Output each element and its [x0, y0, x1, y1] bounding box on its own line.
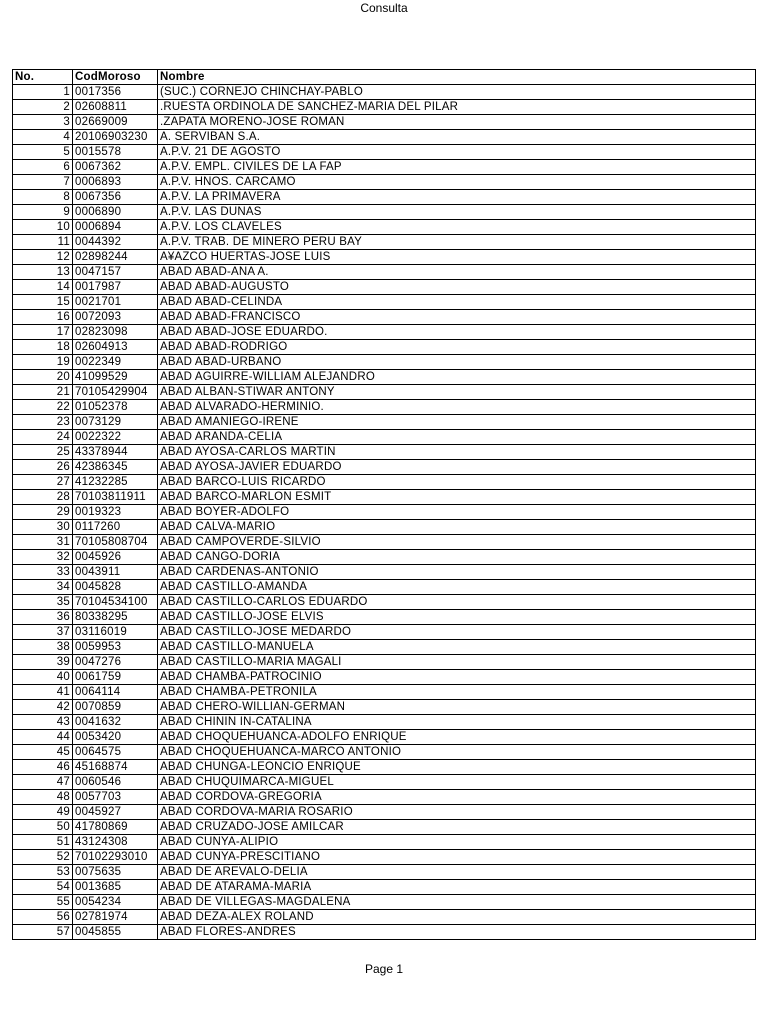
- table-row: [13, 745, 756, 760]
- table-row: [13, 910, 756, 925]
- table-row: [13, 325, 756, 340]
- row-number: 33: [13, 565, 73, 580]
- nombre-cell: ABAD DE VILLEGAS-MAGDALENA: [158, 895, 756, 910]
- row-number: 7: [13, 175, 73, 190]
- cod-moroso-cell: 0059953: [73, 640, 158, 655]
- nombre-cell: ABAD CUNYA-PRESCITIANO: [158, 850, 756, 865]
- row-number: 46: [13, 760, 73, 775]
- row-number: 14: [13, 280, 73, 295]
- cod-moroso-cell: 0117260: [73, 520, 158, 535]
- cod-moroso-cell: 02604913: [73, 340, 158, 355]
- cod-moroso-cell: 43124308: [73, 835, 158, 850]
- table-row: [13, 925, 756, 940]
- row-number: 15: [13, 295, 73, 310]
- cod-moroso-cell: 02669009: [73, 115, 158, 130]
- row-number: 37: [13, 625, 73, 640]
- nombre-cell: ABAD ABAD-JOSE EDUARDO.: [158, 325, 756, 340]
- table-row: [13, 265, 756, 280]
- cod-moroso-cell: 70103811911: [73, 490, 158, 505]
- nombre-cell: ABAD ABAD-URBANO: [158, 355, 756, 370]
- nombre-cell: ABAD CASTILLO-CARLOS EDUARDO: [158, 595, 756, 610]
- table-row: [13, 610, 756, 625]
- table-row: [13, 280, 756, 295]
- cod-moroso-cell: 70104534100: [73, 595, 158, 610]
- row-number: 16: [13, 310, 73, 325]
- table-row: [13, 820, 756, 835]
- row-number: 45: [13, 745, 73, 760]
- nombre-cell: A.P.V. LA PRIMAVERA: [158, 190, 756, 205]
- nombre-cell: ABAD CORDOVA-GREGORIA: [158, 790, 756, 805]
- table-row: [13, 550, 756, 565]
- nombre-cell: A.P.V. TRAB. DE MINERO PERU BAY: [158, 235, 756, 250]
- nombre-cell: ABAD CUNYA-ALIPIO: [158, 835, 756, 850]
- cod-moroso-cell: 0017987: [73, 280, 158, 295]
- table-row: [13, 625, 756, 640]
- row-number: 26: [13, 460, 73, 475]
- nombre-cell: A.P.V. LAS DUNAS: [158, 205, 756, 220]
- cod-moroso-cell: 0044392: [73, 235, 158, 250]
- nombre-cell: ABAD BARCO-MARLON ESMIT: [158, 490, 756, 505]
- cod-moroso-cell: 02898244: [73, 250, 158, 265]
- nombre-cell: ABAD ALVARADO-HERMINIO.: [158, 400, 756, 415]
- table-row: [13, 190, 756, 205]
- row-number: 10: [13, 220, 73, 235]
- table-row: [13, 235, 756, 250]
- row-number: 2: [13, 100, 73, 115]
- cod-moroso-cell: 02823098: [73, 325, 158, 340]
- cod-moroso-cell: 0043911: [73, 565, 158, 580]
- table-row: [13, 520, 756, 535]
- row-number: 12: [13, 250, 73, 265]
- row-number: 41: [13, 685, 73, 700]
- nombre-cell: ABAD CAMPOVERDE-SILVIO: [158, 535, 756, 550]
- nombre-cell: ABAD ABAD-ANA A.: [158, 265, 756, 280]
- cod-moroso-cell: 0022349: [73, 355, 158, 370]
- row-number: 11: [13, 235, 73, 250]
- row-number: 39: [13, 655, 73, 670]
- table-row: [13, 535, 756, 550]
- cod-moroso-cell: 70105429904: [73, 385, 158, 400]
- nombre-cell: ABAD DEZA-ALEX ROLAND: [158, 910, 756, 925]
- row-number: 29: [13, 505, 73, 520]
- nombre-cell: A.P.V. EMPL. CIVILES DE LA FAP: [158, 160, 756, 175]
- table-row: [13, 160, 756, 175]
- row-number: 55: [13, 895, 73, 910]
- cod-moroso-cell: 0047276: [73, 655, 158, 670]
- nombre-cell: ABAD CHUQUIMARCA-MIGUEL: [158, 775, 756, 790]
- cod-moroso-cell: 0067356: [73, 190, 158, 205]
- table-row: [13, 715, 756, 730]
- row-number: 34: [13, 580, 73, 595]
- page-number: Page 1: [364, 962, 404, 976]
- cod-moroso-cell: 0054234: [73, 895, 158, 910]
- row-number: 8: [13, 190, 73, 205]
- nombre-cell: ABAD CANGO-DORIA: [158, 550, 756, 565]
- table-row: [13, 400, 756, 415]
- table-row: [13, 295, 756, 310]
- nombre-cell: ABAD FLORES-ANDRES: [158, 925, 756, 940]
- cod-moroso-cell: 41232285: [73, 475, 158, 490]
- cod-moroso-cell: 0006893: [73, 175, 158, 190]
- table-row: [13, 595, 756, 610]
- nombre-cell: ABAD CHININ IN-CATALINA: [158, 715, 756, 730]
- row-number: 18: [13, 340, 73, 355]
- row-number: 54: [13, 880, 73, 895]
- table-row: [13, 640, 756, 655]
- nombre-cell: ABAD CHOQUEHUANCA-ADOLFO ENRIQUE: [158, 730, 756, 745]
- table-row: [13, 580, 756, 595]
- column-header-codmoroso: CodMoroso: [73, 70, 158, 85]
- cod-moroso-cell: 0017356: [73, 85, 158, 100]
- nombre-cell: ABAD AYOSA-CARLOS MARTIN: [158, 445, 756, 460]
- cod-moroso-cell: 0045926: [73, 550, 158, 565]
- nombre-cell: ABAD CHAMBA-PETRONILA: [158, 685, 756, 700]
- row-number: 22: [13, 400, 73, 415]
- table-row: [13, 850, 756, 865]
- row-number: 57: [13, 925, 73, 940]
- table-row: [13, 700, 756, 715]
- table-row: [13, 445, 756, 460]
- table-row: [13, 805, 756, 820]
- row-number: 48: [13, 790, 73, 805]
- cod-moroso-cell: 02781974: [73, 910, 158, 925]
- nombre-cell: A. SERVIBAN S.A.: [158, 130, 756, 145]
- table-row: [13, 415, 756, 430]
- table-row: [13, 100, 756, 115]
- table-row: [13, 475, 756, 490]
- table-row: [13, 895, 756, 910]
- row-number: 53: [13, 865, 73, 880]
- row-number: 17: [13, 325, 73, 340]
- nombre-cell: ABAD ALBAN-STIWAR ANTONY: [158, 385, 756, 400]
- nombre-cell: .ZAPATA MORENO-JOSE ROMAN: [158, 115, 756, 130]
- row-number: 42: [13, 700, 73, 715]
- row-number: 36: [13, 610, 73, 625]
- row-number: 49: [13, 805, 73, 820]
- table-row: [13, 565, 756, 580]
- table-row: [13, 670, 756, 685]
- nombre-cell: ABAD CHUNGA-LEONCIO ENRIQUE: [158, 760, 756, 775]
- row-number: 19: [13, 355, 73, 370]
- table-row: [13, 355, 756, 370]
- nombre-cell: A¥AZCO HUERTAS-JOSE LUIS: [158, 250, 756, 265]
- table-row: [13, 460, 756, 475]
- table-row: [13, 250, 756, 265]
- nombre-cell: ABAD CALVA-MARIO: [158, 520, 756, 535]
- nombre-cell: ABAD DE ATARAMA-MARIA: [158, 880, 756, 895]
- cod-moroso-cell: 0015578: [73, 145, 158, 160]
- row-number: 44: [13, 730, 73, 745]
- debtor-table: [12, 69, 756, 940]
- cod-moroso-cell: 0045927: [73, 805, 158, 820]
- row-number: 30: [13, 520, 73, 535]
- nombre-cell: ABAD ABAD-CELINDA: [158, 295, 756, 310]
- table-row: [13, 835, 756, 850]
- cod-moroso-cell: 0041632: [73, 715, 158, 730]
- row-number: 13: [13, 265, 73, 280]
- nombre-cell: ABAD CASTILLO-JOSE ELVIS: [158, 610, 756, 625]
- table-row: [13, 115, 756, 130]
- table-row: [13, 880, 756, 895]
- row-number: 38: [13, 640, 73, 655]
- row-number: 21: [13, 385, 73, 400]
- nombre-cell: ABAD AYOSA-JAVIER EDUARDO: [158, 460, 756, 475]
- cod-moroso-cell: 0064114: [73, 685, 158, 700]
- cod-moroso-cell: 70105808704: [73, 535, 158, 550]
- nombre-cell: ABAD CORDOVA-MARIA ROSARIO: [158, 805, 756, 820]
- row-number: 20: [13, 370, 73, 385]
- table-row: [13, 505, 756, 520]
- table-row: [13, 370, 756, 385]
- table-row: [13, 430, 756, 445]
- table-row: [13, 730, 756, 745]
- row-number: 28: [13, 490, 73, 505]
- cod-moroso-cell: 0064575: [73, 745, 158, 760]
- cod-moroso-cell: 0072093: [73, 310, 158, 325]
- nombre-cell: ABAD ABAD-RODRIGO: [158, 340, 756, 355]
- cod-moroso-cell: 0075635: [73, 865, 158, 880]
- nombre-cell: A.P.V. 21 DE AGOSTO: [158, 145, 756, 160]
- row-number: 6: [13, 160, 73, 175]
- cod-moroso-cell: 0006890: [73, 205, 158, 220]
- row-number: 52: [13, 850, 73, 865]
- table-row: [13, 790, 756, 805]
- cod-moroso-cell: 80338295: [73, 610, 158, 625]
- row-number: 43: [13, 715, 73, 730]
- nombre-cell: ABAD ABAD-FRANCISCO: [158, 310, 756, 325]
- table-row: [13, 490, 756, 505]
- table-row: [13, 145, 756, 160]
- nombre-cell: A.P.V. HNOS. CARCAMO: [158, 175, 756, 190]
- nombre-cell: ABAD CHOQUEHUANCA-MARCO ANTONIO: [158, 745, 756, 760]
- cod-moroso-cell: 0047157: [73, 265, 158, 280]
- cod-moroso-cell: 20106903230: [73, 130, 158, 145]
- nombre-cell: ABAD CASTILLO-MANUELA: [158, 640, 756, 655]
- nombre-cell: A.P.V. LOS CLAVELES: [158, 220, 756, 235]
- nombre-cell: ABAD CASTILLO-MARIA MAGALI: [158, 655, 756, 670]
- nombre-cell: ABAD ARANDA-CELIA: [158, 430, 756, 445]
- cod-moroso-cell: 0061759: [73, 670, 158, 685]
- nombre-cell: ABAD ABAD-AUGUSTO: [158, 280, 756, 295]
- row-number: 47: [13, 775, 73, 790]
- table-row: [13, 130, 756, 145]
- row-number: 23: [13, 415, 73, 430]
- row-number: 56: [13, 910, 73, 925]
- row-number: 50: [13, 820, 73, 835]
- cod-moroso-cell: 0013685: [73, 880, 158, 895]
- nombre-cell: ABAD CARDENAS-ANTONIO: [158, 565, 756, 580]
- row-number: 3: [13, 115, 73, 130]
- row-number: 40: [13, 670, 73, 685]
- table-body: [13, 85, 756, 940]
- nombre-cell: .RUESTA ORDINOLA DE SANCHEZ-MARIA DEL PILAR: [158, 100, 756, 115]
- nombre-cell: ABAD CHAMBA-PATROCINIO: [158, 670, 756, 685]
- table-row: [13, 655, 756, 670]
- cod-moroso-cell: 42386345: [73, 460, 158, 475]
- row-number: 31: [13, 535, 73, 550]
- nombre-cell: ABAD AMANIEGO-IRENE: [158, 415, 756, 430]
- cod-moroso-cell: 41099529: [73, 370, 158, 385]
- nombre-cell: ABAD BARCO-LUIS RICARDO: [158, 475, 756, 490]
- cod-moroso-cell: 43378944: [73, 445, 158, 460]
- cod-moroso-cell: 0022322: [73, 430, 158, 445]
- cod-moroso-cell: 0006894: [73, 220, 158, 235]
- column-header-no: No.: [13, 70, 73, 85]
- row-number: 1: [13, 85, 73, 100]
- cod-moroso-cell: 0045855: [73, 925, 158, 940]
- row-number: 9: [13, 205, 73, 220]
- cod-moroso-cell: 03116019: [73, 625, 158, 640]
- cod-moroso-cell: 0057703: [73, 790, 158, 805]
- cod-moroso-cell: 70102293010: [73, 850, 158, 865]
- cod-moroso-cell: 0070859: [73, 700, 158, 715]
- cod-moroso-cell: 0060546: [73, 775, 158, 790]
- table-row: [13, 760, 756, 775]
- row-number: 25: [13, 445, 73, 460]
- cod-moroso-cell: 0073129: [73, 415, 158, 430]
- row-number: 4: [13, 130, 73, 145]
- table-row: [13, 385, 756, 400]
- row-number: 24: [13, 430, 73, 445]
- table-row: [13, 685, 756, 700]
- row-number: 35: [13, 595, 73, 610]
- table-row: [13, 175, 756, 190]
- cod-moroso-cell: 0045828: [73, 580, 158, 595]
- nombre-cell: ABAD CASTILLO-JOSE MEDARDO: [158, 625, 756, 640]
- table-row: [13, 340, 756, 355]
- table-row: [13, 310, 756, 325]
- table-row: [13, 205, 756, 220]
- table-row: [13, 85, 756, 100]
- nombre-cell: ABAD BOYER-ADOLFO: [158, 505, 756, 520]
- table-row: [13, 865, 756, 880]
- cod-moroso-cell: 0021701: [73, 295, 158, 310]
- row-number: 27: [13, 475, 73, 490]
- nombre-cell: (SUC.) CORNEJO CHINCHAY-PABLO: [158, 85, 756, 100]
- page-title: Consulta: [360, 1, 408, 15]
- table-row: [13, 775, 756, 790]
- nombre-cell: ABAD AGUIRRE-WILLIAM ALEJANDRO: [158, 370, 756, 385]
- row-number: 51: [13, 835, 73, 850]
- cod-moroso-cell: 0019323: [73, 505, 158, 520]
- table-header-row: [13, 70, 756, 85]
- table-row: [13, 220, 756, 235]
- cod-moroso-cell: 0067362: [73, 160, 158, 175]
- row-number: 5: [13, 145, 73, 160]
- column-header-nombre: Nombre: [158, 70, 756, 85]
- nombre-cell: ABAD DE AREVALO-DELIA: [158, 865, 756, 880]
- nombre-cell: ABAD CHERO-WILLIAN-GERMAN: [158, 700, 756, 715]
- row-number: 32: [13, 550, 73, 565]
- cod-moroso-cell: 02608811: [73, 100, 158, 115]
- cod-moroso-cell: 01052378: [73, 400, 158, 415]
- cod-moroso-cell: 0053420: [73, 730, 158, 745]
- cod-moroso-cell: 45168874: [73, 760, 158, 775]
- nombre-cell: ABAD CRUZADO-JOSE AMILCAR: [158, 820, 756, 835]
- nombre-cell: ABAD CASTILLO-AMANDA: [158, 580, 756, 595]
- cod-moroso-cell: 41780869: [73, 820, 158, 835]
